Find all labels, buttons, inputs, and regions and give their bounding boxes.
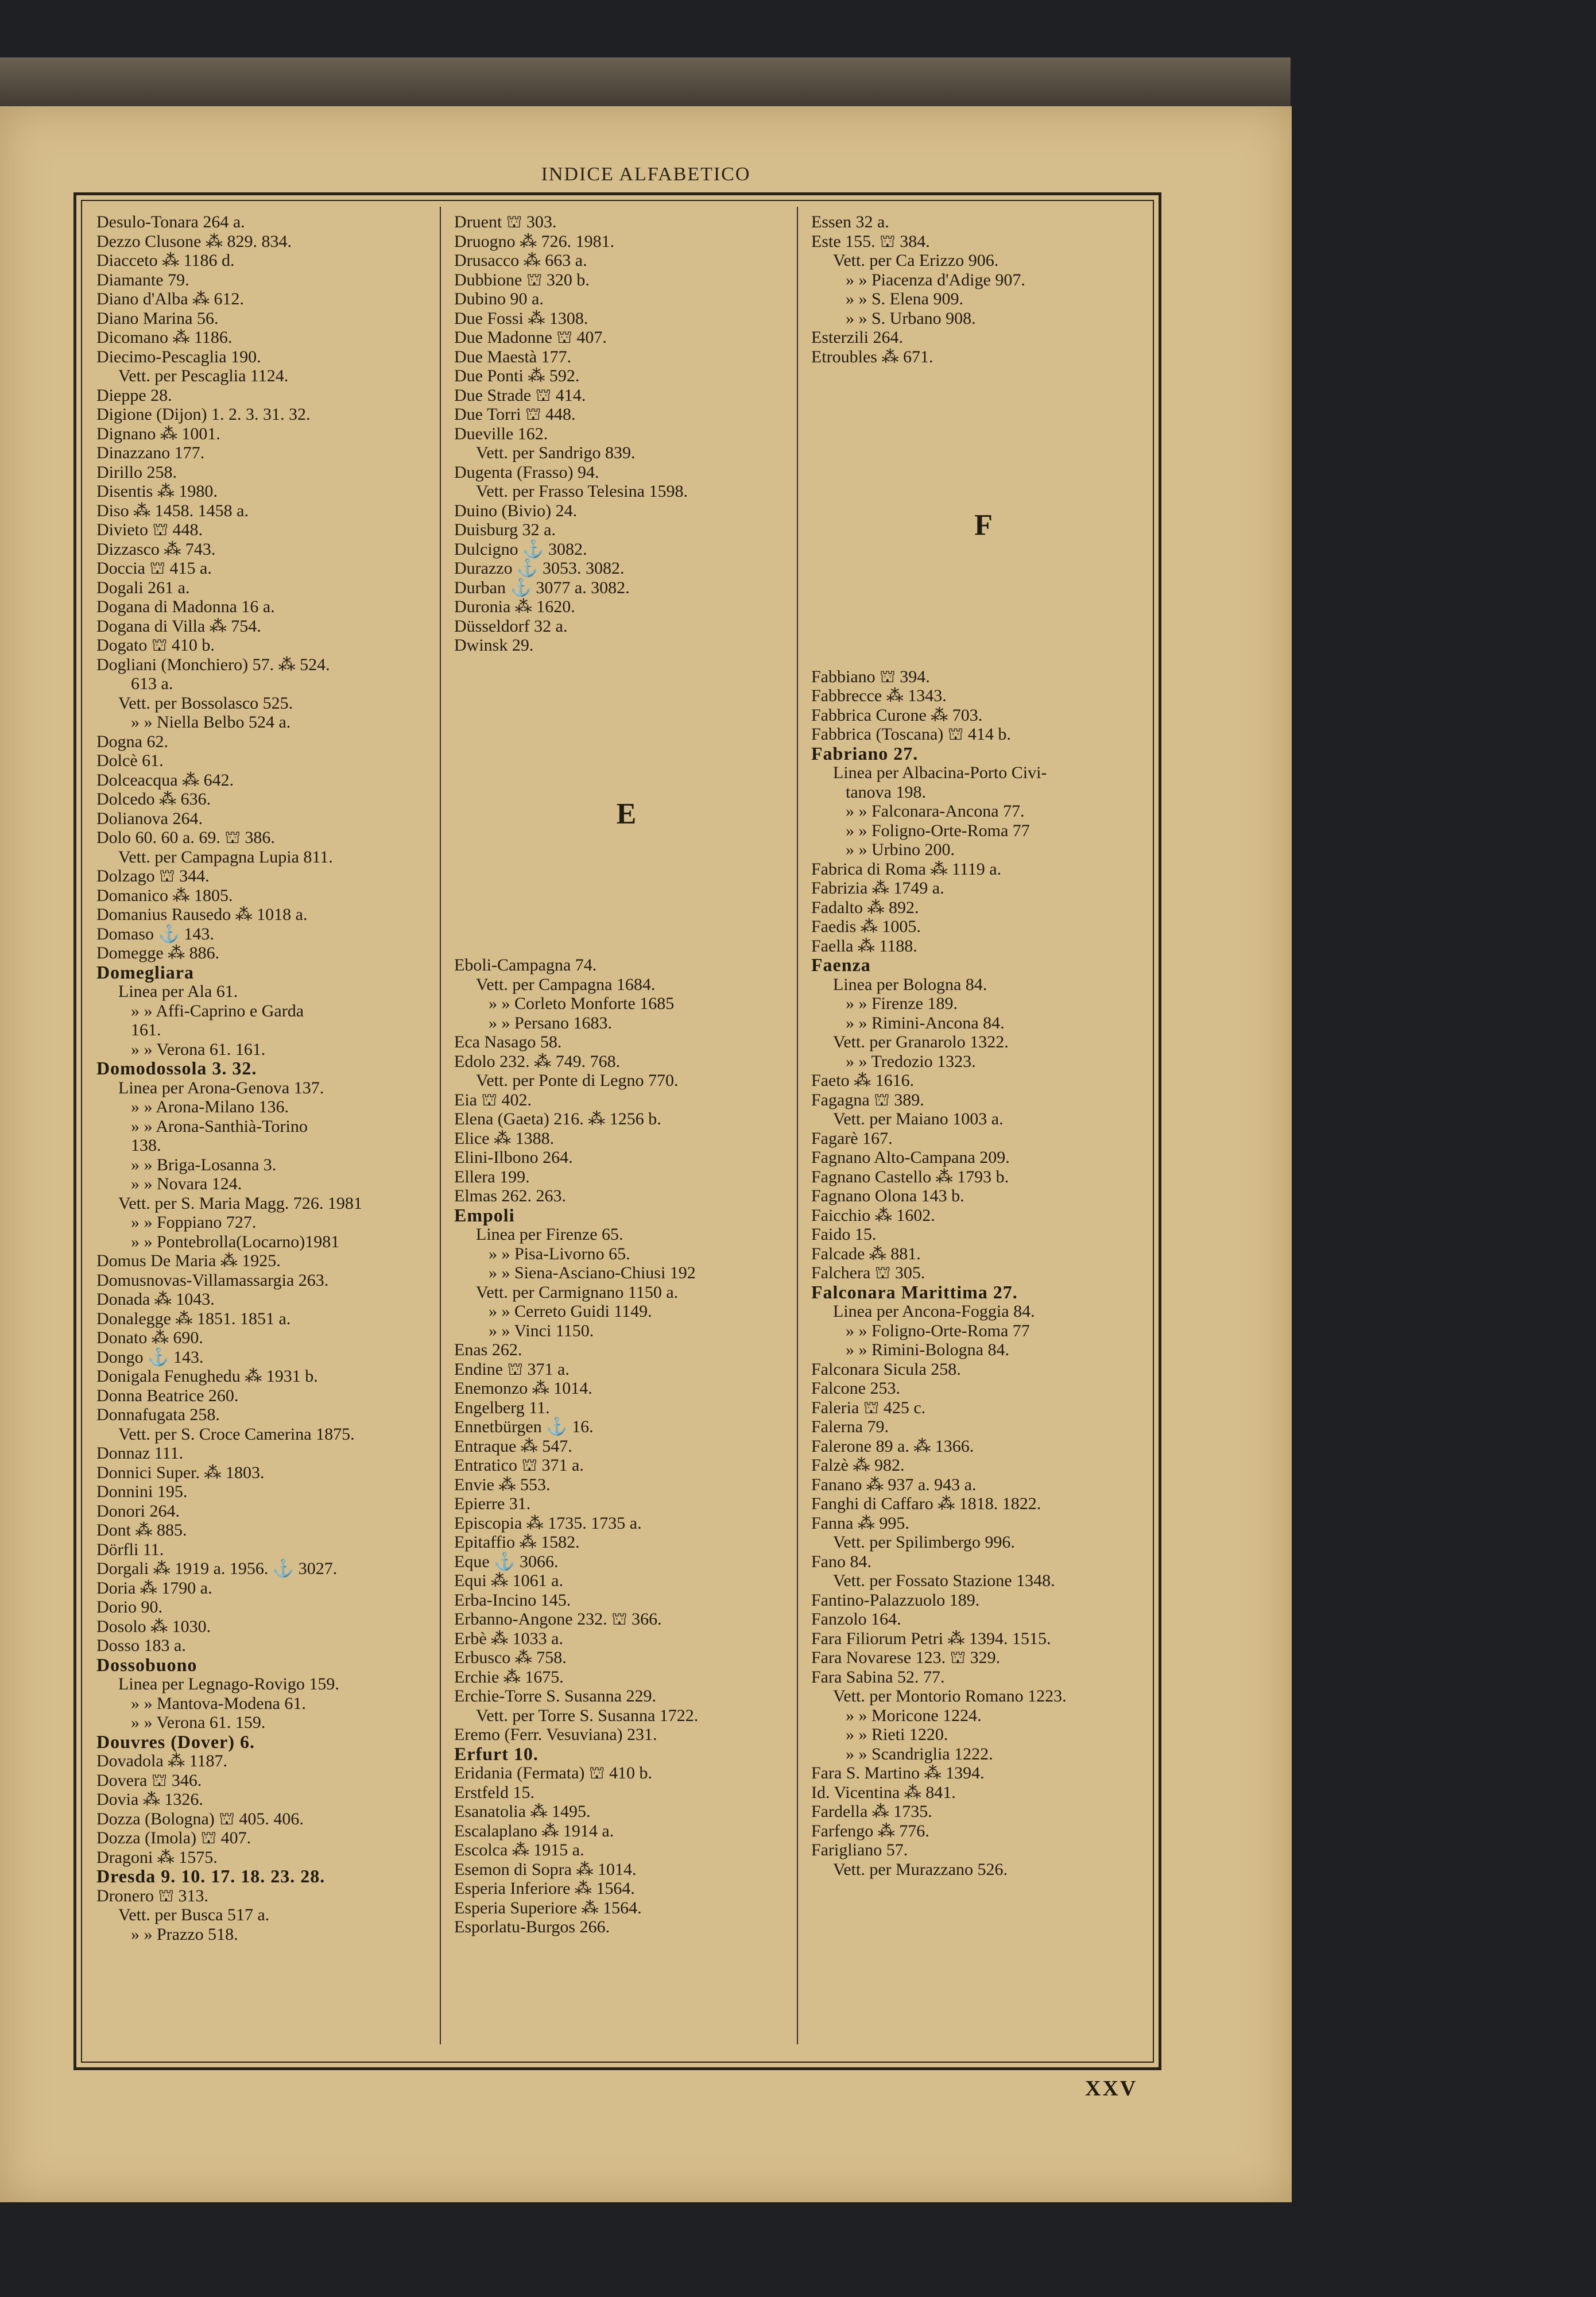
index-column-1 <box>96 212 441 2039</box>
index-entry: Donnaz 111. <box>96 1444 184 1463</box>
index-entry: Dresda 9. 10. 17. 18. 23. 28. <box>96 1866 326 1886</box>
index-entry: Douvres (Dover) 6. <box>96 1731 255 1752</box>
index-entry: Escolca ⁂ 1915 a. <box>454 1840 584 1859</box>
index-entry: Donigala Fenughedu ⁂ 1931 b. <box>96 1367 318 1386</box>
index-entry: Falcone 253. <box>811 1379 900 1398</box>
index-entry: tanova 198. <box>846 782 926 802</box>
index-entry: Dogna 62. <box>96 732 168 751</box>
index-entry: » » Firenze 189. <box>846 994 958 1013</box>
index-entry: Duisburg 32 a. <box>454 520 556 539</box>
index-entry: Vett. per Spilimbergo 996. <box>833 1533 1015 1552</box>
index-entry: Domodossola 3. 32. <box>96 1058 257 1078</box>
index-entry: Düsseldorf 32 a. <box>454 616 568 636</box>
index-entry: Vett. per Bossolasco 525. <box>118 693 293 713</box>
index-entry: » » Arona-Santhià-Torino <box>131 1116 308 1136</box>
index-entry: Diano Marina 56. <box>96 308 219 328</box>
index-entry: Donori 264. <box>96 1501 180 1521</box>
index-entry: Erbanno-Angone 232. ⛫ 366. <box>454 1610 662 1629</box>
index-entry: Doria ⁂ 1790 a. <box>96 1578 212 1598</box>
index-entry: Fabbrecce ⁂ 1343. <box>811 686 947 705</box>
index-entry: Dubino 90 a. <box>454 289 544 308</box>
page-header: INDICE ALFABETICO <box>541 164 751 185</box>
index-entry: Vett. per Torre S. Susanna 1722. <box>476 1706 699 1725</box>
index-entry: Entraque ⁂ 547. <box>454 1436 572 1456</box>
index-entry: Donna Beatrice 260. <box>96 1386 239 1405</box>
index-entry: Donato ⁂ 690. <box>96 1328 203 1347</box>
index-entry: Enas 262. <box>454 1340 522 1359</box>
index-entry: Fabbiano ⛫ 394. <box>811 667 930 686</box>
index-entry: Donnafugata 258. <box>96 1405 220 1424</box>
index-entry: » » Corleto Monforte 1685 <box>489 994 675 1013</box>
index-entry: Engelberg 11. <box>454 1398 550 1417</box>
index-entry: Due Fossi ⁂ 1308. <box>454 308 588 328</box>
index-entry: 613 a. <box>131 674 173 693</box>
index-entry: Due Maestà 177. <box>454 347 572 366</box>
index-entry: Vett. per Sandrigo 839. <box>476 443 636 462</box>
index-entry: » » Rimini-Bologna 84. <box>846 1340 1009 1359</box>
index-entry: Domanico ⁂ 1805. <box>96 885 233 905</box>
index-entry: Linea per Firenze 65. <box>476 1225 623 1244</box>
index-entry: Faedis ⁂ 1005. <box>811 917 921 936</box>
index-entry: Dozza (Imola) ⛫ 407. <box>96 1828 251 1847</box>
index-entry: Empoli <box>454 1204 515 1225</box>
index-entry: Vett. per Frasso Telesina 1598. <box>476 482 688 501</box>
index-entry: Fara Filiorum Petri ⁂ 1394. 1515. <box>811 1629 1051 1648</box>
index-entry: Entratico ⛫ 371 a. <box>454 1456 584 1475</box>
index-entry: Dozza (Bologna) ⛫ 405. 406. <box>96 1809 304 1828</box>
index-entry: Diacceto ⁂ 1186 d. <box>96 251 235 270</box>
index-entry: Vett. per S. Maria Magg. 726. 1981 <box>118 1193 362 1213</box>
index-entry: Erba-Incino 145. <box>454 1590 571 1610</box>
index-entry: Fadalto ⁂ 892. <box>811 898 919 917</box>
index-entry: Vett. per Montorio Romano 1223. <box>833 1687 1067 1706</box>
index-entry: Fagnano Castello ⁂ 1793 b. <box>811 1167 1009 1186</box>
index-entry: Esterzili 264. <box>811 328 903 347</box>
index-entry: Enemonzo ⁂ 1014. <box>454 1379 592 1398</box>
index-entry: Dubbione ⛫ 320 b. <box>454 270 590 289</box>
index-entry: Id. Vicentina ⁂ 841. <box>811 1782 956 1802</box>
index-entry: » » Pontebrolla(Locarno)1981 <box>131 1232 340 1251</box>
index-entry: Fabrizia ⁂ 1749 a. <box>811 879 944 898</box>
spacer <box>811 535 1156 667</box>
index-entry: Farigliano 57. <box>811 1840 908 1859</box>
index-entry: Dolzago ⛫ 344. <box>96 867 210 885</box>
index-entry: Equi ⁂ 1061 a. <box>454 1571 563 1590</box>
index-entry: Dogali 261 a. <box>96 578 190 597</box>
index-entry: Faido 15. <box>811 1225 877 1244</box>
index-entry: Donalegge ⁂ 1851. 1851 a. <box>96 1309 291 1328</box>
index-entry: Elena (Gaeta) 216. ⁂ 1256 b. <box>454 1109 661 1128</box>
spacer <box>454 655 799 805</box>
index-entry: Vett. per Pescaglia 1124. <box>118 366 289 385</box>
index-entry: Vett. per Campagna Lupia 811. <box>118 847 333 867</box>
index-entry: » » S. Elena 909. <box>846 289 963 308</box>
index-entry: Edolo 232. ⁂ 749. 768. <box>454 1051 621 1071</box>
index-entry: 161. <box>131 1020 161 1039</box>
index-entry: Dongo ⚓ 143. <box>96 1347 204 1367</box>
index-entry: Eremo (Ferr. Vesuviana) 231. <box>454 1725 657 1744</box>
index-entry: Falcade ⁂ 881. <box>811 1244 921 1263</box>
index-entry: Falchera ⛫ 305. <box>811 1263 925 1282</box>
index-entry: Dogato ⛫ 410 b. <box>96 636 215 655</box>
index-entry: » » Foligno-Orte-Roma 77 <box>846 821 1030 840</box>
index-entry: Due Torri ⛫ 448. <box>454 405 576 424</box>
index-entry: Falconara Sicula 258. <box>811 1359 961 1379</box>
index-entry: Eboli-Campagna 74. <box>454 956 597 975</box>
index-entry: Esperia Inferiore ⁂ 1564. <box>454 1879 635 1898</box>
index-entry: » » Foppiano 727. <box>131 1213 257 1232</box>
index-entry: Fabbrica Curone ⁂ 703. <box>811 705 983 725</box>
index-entry: Fagnano Olona 143 b. <box>811 1186 964 1205</box>
index-entry: Dizzasco ⁂ 743. <box>96 539 216 559</box>
index-entry: Fagarè 167. <box>811 1128 893 1148</box>
index-entry: Doccia ⛫ 415 a. <box>96 559 212 578</box>
index-entry: Dragoni ⁂ 1575. <box>96 1847 218 1867</box>
index-entry: » » Persano 1683. <box>489 1013 612 1033</box>
index-entry: Dolianova 264. <box>96 809 203 828</box>
page-number: XXV <box>1085 2076 1138 2101</box>
spacer <box>811 366 1156 516</box>
index-entry: Domaso ⚓ 143. <box>96 924 214 943</box>
index-entry: Etroubles ⁂ 671. <box>811 347 933 366</box>
index-entry: Disentis ⁂ 1980. <box>96 482 218 501</box>
index-entry: » » Briga-Losanna 3. <box>131 1155 277 1174</box>
index-entry: Diano d'Alba ⁂ 612. <box>96 289 245 308</box>
index-entry: Diamante 79. <box>96 270 189 289</box>
index-entry: Due Ponti ⁂ 592. <box>454 366 580 385</box>
index-entry: Ellera 199. <box>454 1167 530 1186</box>
index-entry: Dörfli 11. <box>96 1540 164 1559</box>
index-entry: Fardella ⁂ 1735. <box>811 1802 932 1821</box>
spacer <box>454 823 799 956</box>
index-entry: Dronero ⛫ 313. <box>96 1886 209 1905</box>
section-letter: E <box>616 797 637 830</box>
index-entry: Fabbrica (Toscana) ⛫ 414 b. <box>811 725 1011 744</box>
index-entry: Esperia Superiore ⁂ 1564. <box>454 1898 642 1917</box>
index-entry: Dignano ⁂ 1001. <box>96 424 220 443</box>
index-frame <box>73 192 1161 2070</box>
index-entry: Faenza <box>811 954 871 975</box>
index-entry: Domanius Rausedo ⁂ 1018 a. <box>96 905 308 924</box>
index-entry: Dovadola ⁂ 1187. <box>96 1751 228 1770</box>
index-entry: Desulo-Tonara 264 a. <box>96 212 245 231</box>
index-entry: » » S. Urbano 908. <box>846 308 976 328</box>
index-entry: Erstfeld 15. <box>454 1782 534 1802</box>
index-entry: Eque ⚓ 3066. <box>454 1552 559 1571</box>
index-entry: Duino (Bivio) 24. <box>454 501 578 520</box>
index-entry: Fara Novarese 123. ⛫ 329. <box>811 1648 1001 1667</box>
index-entry: » » Vinci 1150. <box>489 1321 594 1340</box>
index-entry: Linea per Bologna 84. <box>833 975 987 994</box>
index-entry: Durban ⚓ 3077 a. 3082. <box>454 578 630 597</box>
index-entry: Fagagna ⛫ 389. <box>811 1090 924 1109</box>
index-entry: Fabriano 27. <box>811 743 919 764</box>
index-entry: Fanna ⁂ 995. <box>811 1513 909 1533</box>
index-entry: Vett. per Carmignano 1150 a. <box>476 1282 679 1302</box>
index-entry: 138. <box>131 1136 161 1155</box>
index-entry: Vett. per Ponte di Legno 770. <box>476 1071 679 1090</box>
index-entry: Erchie-Torre S. Susanna 229. <box>454 1687 656 1706</box>
index-entry: Erbè ⁂ 1033 a. <box>454 1629 563 1648</box>
index-entry: Domus De Maria ⁂ 1925. <box>96 1251 281 1270</box>
index-entry: Dezzo Clusone ⁂ 829. 834. <box>96 231 292 251</box>
index-entry: Diso ⁂ 1458. 1458 a. <box>96 501 249 520</box>
index-entry: Vett. per Ca Erizzo 906. <box>833 251 999 270</box>
index-entry: Erfurt 10. <box>454 1743 539 1764</box>
index-entry: Due Strade ⛫ 414. <box>454 385 586 405</box>
index-entry: Esporlatu-Burgos 266. <box>454 1917 610 1936</box>
index-entry: Dulcigno ⚓ 3082. <box>454 539 587 559</box>
index-entry: Farfengo ⁂ 776. <box>811 1821 929 1840</box>
index-entry: Dosolo ⁂ 1030. <box>96 1617 211 1636</box>
index-entry: Dossobuono <box>96 1654 197 1675</box>
index-entry: Esanatolia ⁂ 1495. <box>454 1802 591 1821</box>
index-entry: Dwinsk 29. <box>454 636 534 655</box>
index-entry: Linea per Arona-Genova 137. <box>118 1078 324 1097</box>
index-entry: Esemon di Sopra ⁂ 1014. <box>454 1859 637 1879</box>
index-entry: » » Cerreto Guidi 1149. <box>489 1302 652 1321</box>
index-entry: Elice ⁂ 1388. <box>454 1128 555 1148</box>
index-entry: » » Verona 61. 161. <box>131 1039 266 1059</box>
index-entry: Domegliara <box>96 961 194 983</box>
index-entry: » » Mantova-Modena 61. <box>131 1693 306 1713</box>
index-entry: Dugenta (Frasso) 94. <box>454 462 599 482</box>
index-entry: » » Scandriglia 1222. <box>846 1744 993 1764</box>
index-entry: Fabrica di Roma ⁂ 1119 a. <box>811 859 1002 879</box>
index-entry: Fanghi di Caffaro ⁂ 1818. 1822. <box>811 1494 1041 1513</box>
index-entry: Epitaffio ⁂ 1582. <box>454 1533 580 1552</box>
index-entry: Domusnovas-Villamassargia 263. <box>96 1270 329 1290</box>
index-entry: Este 155. ⛫ 384. <box>811 231 930 251</box>
index-entry: Falconara Marittima 27. <box>811 1281 1018 1302</box>
index-entry: » » Verona 61. 159. <box>131 1713 266 1732</box>
index-entry: Donada ⁂ 1043. <box>96 1290 215 1309</box>
index-entry: Linea per Legnago-Rovigo 159. <box>118 1675 339 1693</box>
index-entry: Vett. per Granarolo 1322. <box>833 1033 1009 1051</box>
index-entry: Dovia ⁂ 1326. <box>96 1790 203 1809</box>
index-column-2 <box>454 212 799 2039</box>
index-entry: Dolcedo ⁂ 636. <box>96 790 211 809</box>
index-entry: » » Piacenza d'Adige 907. <box>846 270 1025 289</box>
index-entry: » » Novara 124. <box>131 1174 242 1193</box>
index-entry: Fagnano Alto-Campana 209. <box>811 1148 1010 1167</box>
index-entry: Duronia ⁂ 1620. <box>454 597 575 616</box>
index-entry: » » Urbino 200. <box>846 840 955 859</box>
index-entry: Dorgali ⁂ 1919 a. 1956. ⚓ 3027. <box>96 1559 338 1578</box>
index-entry: Vett. per S. Croce Camerina 1875. <box>118 1424 355 1444</box>
index-entry: Envie ⁂ 553. <box>454 1475 551 1494</box>
index-entry: Dueville 162. <box>454 424 548 443</box>
index-entry: Vett. per Murazzano 526. <box>833 1859 1008 1879</box>
index-entry: Elmas 262. 263. <box>454 1186 566 1205</box>
index-entry: Druent ⛫ 303. <box>454 212 557 231</box>
index-entry: Faeto ⁂ 1616. <box>811 1071 915 1090</box>
index-entry: Fantino-Palazzuolo 189. <box>811 1590 980 1610</box>
index-entry: Dolo 60. 60 a. 69. ⛫ 386. <box>96 828 275 847</box>
index-entry: Falerna 79. <box>811 1417 889 1436</box>
index-entry: Dirillo 258. <box>96 462 177 482</box>
index-entry: » » Affi-Caprino e Garda <box>131 1001 304 1020</box>
index-entry: » » Prazzo 518. <box>131 1924 238 1944</box>
index-entry: Fanzolo 164. <box>811 1610 901 1629</box>
index-entry: Dolceacqua ⁂ 642. <box>96 770 234 790</box>
index-entry: Drusacco ⁂ 663 a. <box>454 251 587 270</box>
index-column-3 <box>811 212 1156 2039</box>
index-entry: » » Pisa-Livorno 65. <box>489 1244 630 1263</box>
index-entry: Essen 32 a. <box>811 212 889 231</box>
index-entry: Dovera ⛫ 346. <box>96 1770 202 1790</box>
index-entry: Dorio 90. <box>96 1598 162 1617</box>
index-entry: Falerone 89 a. ⁂ 1366. <box>811 1436 974 1456</box>
index-entry: » » Rieti 1220. <box>846 1725 948 1744</box>
index-entry: Dogana di Madonna 16 a. <box>96 597 275 616</box>
index-entry: Digione (Dijon) 1. 2. 3. 31. 32. <box>96 405 311 424</box>
index-entry: Eia ⛫ 402. <box>454 1090 532 1109</box>
index-entry: Donnini 195. <box>96 1482 188 1501</box>
index-entry: » » Siena-Asciano-Chiusi 192 <box>489 1263 696 1282</box>
index-entry: Faicchio ⁂ 1602. <box>811 1205 935 1225</box>
index-entry: Falzè ⁂ 982. <box>811 1456 905 1475</box>
index-entry: Fano 84. <box>811 1552 871 1571</box>
index-entry: Vett. per Busca 517 a. <box>118 1905 270 1924</box>
index-entry: Linea per Albacina-Porto Civi- <box>833 763 1047 782</box>
index-entry: Eca Nasago 58. <box>454 1033 562 1051</box>
index-entry: Erbusco ⁂ 758. <box>454 1648 567 1667</box>
index-entry: Donnici Super. ⁂ 1803. <box>96 1463 265 1482</box>
index-entry: Dogliani (Monchiero) 57. ⁂ 524. <box>96 655 330 674</box>
index-entry: Faleria ⛫ 425 c. <box>811 1398 926 1417</box>
section-letter: F <box>974 509 993 542</box>
index-entry: » » Foligno-Orte-Roma 77 <box>846 1321 1030 1340</box>
index-entry: » » Niella Belbo 524 a. <box>131 713 291 732</box>
index-entry: Dicomano ⁂ 1186. <box>96 328 233 347</box>
index-entry: Druogno ⁂ 726. 1981. <box>454 231 615 251</box>
index-entry: Fanano ⁂ 937 a. 943 a. <box>811 1475 977 1494</box>
index-entry: Episcopia ⁂ 1735. 1735 a. <box>454 1513 642 1533</box>
index-entry: Dieppe 28. <box>96 385 172 405</box>
index-entry: Divieto ⛫ 448. <box>96 520 203 539</box>
index-entry: Faella ⁂ 1188. <box>811 936 917 956</box>
index-entry: Dinazzano 177. <box>96 443 205 462</box>
index-entry: Dolcè 61. <box>96 751 164 770</box>
index-entry: Linea per Ancona-Foggia 84. <box>833 1302 1035 1321</box>
index-entry: Vett. per Campagna 1684. <box>476 975 656 994</box>
index-entry: Domegge ⁂ 886. <box>96 943 220 962</box>
index-entry: Escalaplano ⁂ 1914 a. <box>454 1821 614 1840</box>
index-entry: » » Rimini-Ancona 84. <box>846 1013 1005 1033</box>
index-entry: Erchie ⁂ 1675. <box>454 1667 564 1687</box>
index-entry: Dogana di Villa ⁂ 754. <box>96 616 261 636</box>
index-entry: Dosso 183 a. <box>96 1636 186 1655</box>
index-entry: Epierre 31. <box>454 1494 531 1513</box>
index-entry: Eridania (Fermata) ⛫ 410 b. <box>454 1764 652 1782</box>
index-entry: » » Moricone 1224. <box>846 1706 982 1725</box>
index-entry: Fara Sabina 52. 77. <box>811 1667 945 1687</box>
index-entry: Dont ⁂ 885. <box>96 1521 187 1540</box>
index-entry: Durazzo ⚓ 3053. 3082. <box>454 559 625 578</box>
index-entry: Elini-Ilbono 264. <box>454 1148 573 1167</box>
index-entry: » » Tredozio 1323. <box>846 1051 976 1071</box>
index-entry: Diecimo-Pescaglia 190. <box>96 347 261 366</box>
index-entry: » » Falconara-Ancona 77. <box>846 802 1025 821</box>
index-entry: Endine ⛫ 371 a. <box>454 1359 570 1379</box>
book-page <box>0 106 1292 2202</box>
index-entry: Vett. per Maiano 1003 a. <box>833 1109 1004 1128</box>
index-entry: Fara S. Martino ⁂ 1394. <box>811 1764 985 1782</box>
index-entry: » » Arona-Milano 136. <box>131 1097 289 1116</box>
index-entry: Due Madonne ⛫ 407. <box>454 328 607 347</box>
index-entry: Ennetbürgen ⚓ 16. <box>454 1417 594 1436</box>
index-entry: Vett. per Fossato Stazione 1348. <box>833 1571 1055 1590</box>
index-entry: Linea per Ala 61. <box>118 982 238 1001</box>
